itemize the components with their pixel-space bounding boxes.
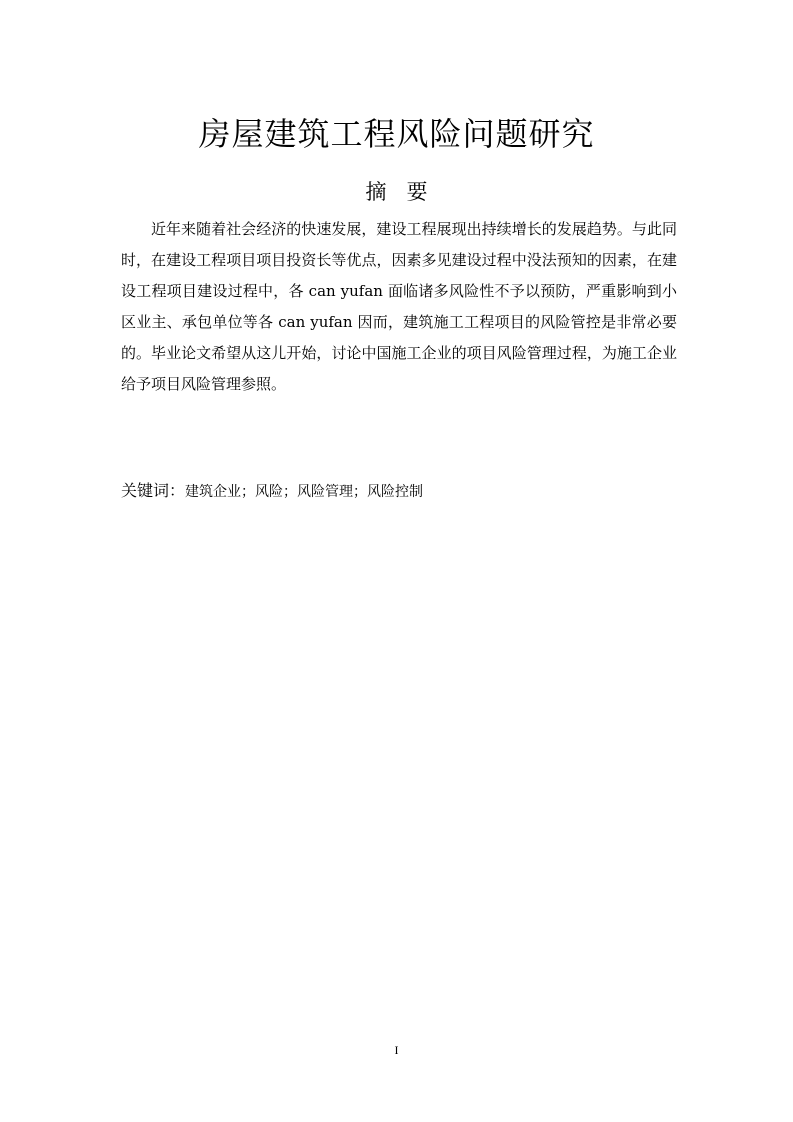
abstract-paragraph: 近年来随着社会经济的快速发展，建设工程展现出持续增长的发展趋势。与此同时，在建设工程项目项目投资长等优点，因素多见建设过程中没法预知的因素，在建设工程项目建设过程中，各 can yufan 面临诸多风险性不予以预防，严重影响到小区业主、承包单位等各 can yufan 因而，建筑施工工程项目的风险管控是非常必要的。毕业论文希望从这儿开始，讨论中国施工企业的项目风险管理过程，为施工企业给予项目风险管理参照。 xyxy=(121,220,677,393)
keywords-label: 关键词： xyxy=(121,481,186,500)
page-number: I xyxy=(394,1043,399,1057)
abstract-heading: 摘要 xyxy=(365,180,448,204)
paper-title: 房屋建筑工程风险问题研究 xyxy=(198,115,595,153)
keywords-line xyxy=(121,475,677,508)
keywords-value: 建筑企业；风险；风险管理；风险控制 xyxy=(185,484,424,500)
